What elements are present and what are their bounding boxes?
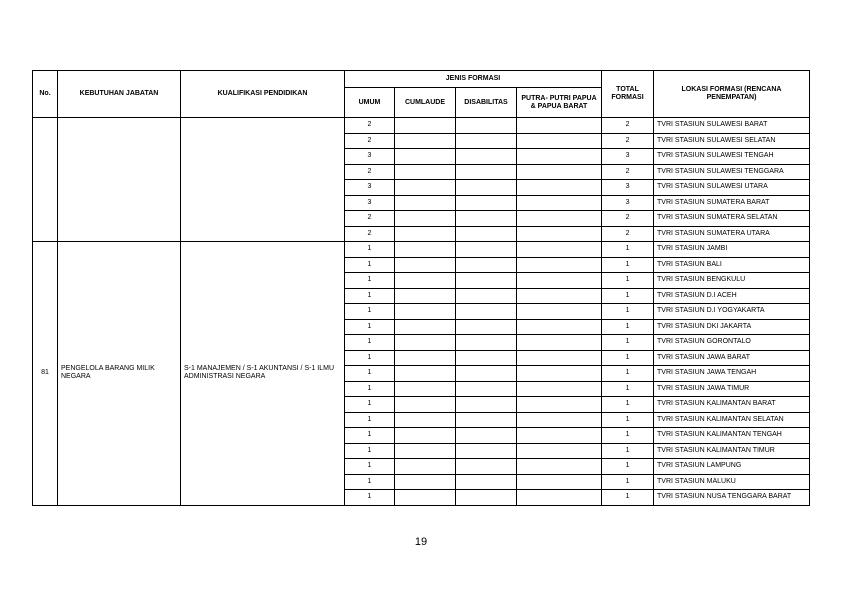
cell-disabilitas xyxy=(456,428,517,444)
cell-putra-putri xyxy=(517,350,602,366)
cell-disabilitas xyxy=(456,149,517,165)
cell-total-formasi: 1 xyxy=(602,350,654,366)
cell-lokasi-formasi: TVRI STASIUN BALI xyxy=(654,257,810,273)
cell-cumlaude xyxy=(395,180,456,196)
cell-putra-putri xyxy=(517,211,602,227)
cell-total-formasi: 2 xyxy=(602,133,654,149)
cell-disabilitas xyxy=(456,195,517,211)
cell-cumlaude xyxy=(395,118,456,134)
cell-umum: 1 xyxy=(345,428,395,444)
cell-putra-putri xyxy=(517,273,602,289)
cell-cumlaude xyxy=(395,288,456,304)
cell-lokasi-formasi: TVRI STASIUN SULAWESI UTARA xyxy=(654,180,810,196)
header-kebutuhan-jabatan: KEBUTUHAN JABATAN xyxy=(58,71,181,118)
cell-lokasi-formasi: TVRI STASIUN SULAWESI TENGGARA xyxy=(654,164,810,180)
cell-lokasi-formasi: TVRI STASIUN SUMATERA SELATAN xyxy=(654,211,810,227)
cell-umum: 1 xyxy=(345,412,395,428)
cell-putra-putri xyxy=(517,149,602,165)
row-kebutuhan-jabatan: PENGELOLA BARANG MILIK NEGARA xyxy=(58,242,181,506)
header-total-formasi: TOTAL FORMASI xyxy=(602,71,654,118)
cell-disabilitas xyxy=(456,490,517,506)
cell-cumlaude xyxy=(395,195,456,211)
cell-cumlaude xyxy=(395,350,456,366)
cell-lokasi-formasi: TVRI STASIUN SULAWESI SELATAN xyxy=(654,133,810,149)
cell-putra-putri xyxy=(517,180,602,196)
header-lokasi-formasi: LOKASI FORMASI (RENCANA PENEMPATAN) xyxy=(654,71,810,118)
cell-putra-putri xyxy=(517,366,602,382)
cell-total-formasi: 3 xyxy=(602,149,654,165)
cell-disabilitas xyxy=(456,381,517,397)
header-no: No. xyxy=(33,71,58,118)
cell-putra-putri xyxy=(517,443,602,459)
cell-umum: 2 xyxy=(345,118,395,134)
cell-putra-putri xyxy=(517,242,602,258)
cell-lokasi-formasi: TVRI STASIUN LAMPUNG xyxy=(654,459,810,475)
cell-total-formasi: 1 xyxy=(602,304,654,320)
cell-disabilitas xyxy=(456,459,517,475)
cell-umum: 1 xyxy=(345,257,395,273)
cell-lokasi-formasi: TVRI STASIUN JAWA TENGAH xyxy=(654,366,810,382)
cell-total-formasi: 1 xyxy=(602,474,654,490)
table-row xyxy=(33,118,810,134)
table-row xyxy=(33,242,810,258)
cell-disabilitas xyxy=(456,335,517,351)
cell-disabilitas xyxy=(456,366,517,382)
cell-umum: 2 xyxy=(345,133,395,149)
cell-umum: 1 xyxy=(345,304,395,320)
cell-putra-putri xyxy=(517,428,602,444)
cell-cumlaude xyxy=(395,335,456,351)
cell-total-formasi: 1 xyxy=(602,257,654,273)
cell-umum: 1 xyxy=(345,474,395,490)
cell-disabilitas xyxy=(456,242,517,258)
header-jenis-formasi: JENIS FORMASI xyxy=(345,71,602,88)
cell-umum: 1 xyxy=(345,273,395,289)
formasi-table xyxy=(32,70,810,506)
cell-umum: 1 xyxy=(345,242,395,258)
cell-umum: 3 xyxy=(345,180,395,196)
cell-umum: 2 xyxy=(345,226,395,242)
cell-umum: 3 xyxy=(345,195,395,211)
cell-disabilitas xyxy=(456,257,517,273)
cell-lokasi-formasi: TVRI STASIUN SULAWESI BARAT xyxy=(654,118,810,134)
cell-disabilitas xyxy=(456,164,517,180)
cell-umum: 1 xyxy=(345,335,395,351)
cell-cumlaude xyxy=(395,459,456,475)
cell-disabilitas xyxy=(456,412,517,428)
cell-lokasi-formasi: TVRI STASIUN KALIMANTAN BARAT xyxy=(654,397,810,413)
row-kualifikasi-pendidikan: S-1 MANAJEMEN / S-1 AKUNTANSI / S-1 ILMU ADMINISTRASI NEGARA xyxy=(181,242,345,506)
cell-cumlaude xyxy=(395,381,456,397)
cell-disabilitas xyxy=(456,443,517,459)
cell-umum: 2 xyxy=(345,164,395,180)
cell-putra-putri xyxy=(517,335,602,351)
cell-disabilitas xyxy=(456,273,517,289)
cell-putra-putri xyxy=(517,474,602,490)
cell-umum: 1 xyxy=(345,366,395,382)
cell-putra-putri xyxy=(517,397,602,413)
cell-cumlaude xyxy=(395,133,456,149)
cell-cumlaude xyxy=(395,257,456,273)
row-kebutuhan-jabatan xyxy=(58,118,181,242)
cell-umum: 1 xyxy=(345,319,395,335)
cell-lokasi-formasi: TVRI STASIUN KALIMANTAN SELATAN xyxy=(654,412,810,428)
cell-cumlaude xyxy=(395,164,456,180)
cell-cumlaude xyxy=(395,242,456,258)
cell-cumlaude xyxy=(395,211,456,227)
cell-putra-putri xyxy=(517,164,602,180)
cell-disabilitas xyxy=(456,180,517,196)
cell-lokasi-formasi: TVRI STASIUN GORONTALO xyxy=(654,335,810,351)
cell-total-formasi: 1 xyxy=(602,381,654,397)
row-no: 81 xyxy=(33,242,58,506)
cell-cumlaude xyxy=(395,149,456,165)
cell-umum: 1 xyxy=(345,397,395,413)
cell-total-formasi: 3 xyxy=(602,195,654,211)
cell-disabilitas xyxy=(456,226,517,242)
cell-lokasi-formasi: TVRI STASIUN NUSA TENGGARA BARAT xyxy=(654,490,810,506)
cell-total-formasi: 1 xyxy=(602,397,654,413)
cell-lokasi-formasi: TVRI STASIUN SULAWESI TENGAH xyxy=(654,149,810,165)
cell-lokasi-formasi: TVRI STASIUN SUMATERA UTARA xyxy=(654,226,810,242)
cell-total-formasi: 2 xyxy=(602,226,654,242)
cell-cumlaude xyxy=(395,428,456,444)
cell-total-formasi: 1 xyxy=(602,443,654,459)
cell-disabilitas xyxy=(456,474,517,490)
cell-cumlaude xyxy=(395,319,456,335)
cell-disabilitas xyxy=(456,288,517,304)
cell-disabilitas xyxy=(456,350,517,366)
table-body xyxy=(33,118,810,506)
cell-cumlaude xyxy=(395,443,456,459)
cell-cumlaude xyxy=(395,273,456,289)
cell-disabilitas xyxy=(456,319,517,335)
cell-putra-putri xyxy=(517,304,602,320)
cell-cumlaude xyxy=(395,304,456,320)
cell-umum: 1 xyxy=(345,288,395,304)
cell-cumlaude xyxy=(395,412,456,428)
cell-putra-putri xyxy=(517,490,602,506)
header-disabilitas: DISABILITAS xyxy=(456,88,517,118)
cell-umum: 1 xyxy=(345,490,395,506)
cell-total-formasi: 1 xyxy=(602,288,654,304)
cell-disabilitas xyxy=(456,118,517,134)
cell-lokasi-formasi: TVRI STASIUN JAWA BARAT xyxy=(654,350,810,366)
cell-putra-putri xyxy=(517,288,602,304)
cell-total-formasi: 1 xyxy=(602,428,654,444)
cell-putra-putri xyxy=(517,133,602,149)
cell-total-formasi: 1 xyxy=(602,459,654,475)
cell-cumlaude xyxy=(395,226,456,242)
cell-putra-putri xyxy=(517,195,602,211)
cell-lokasi-formasi: TVRI STASIUN BENGKULU xyxy=(654,273,810,289)
cell-putra-putri xyxy=(517,226,602,242)
cell-umum: 1 xyxy=(345,443,395,459)
cell-total-formasi: 1 xyxy=(602,273,654,289)
cell-umum: 1 xyxy=(345,459,395,475)
cell-total-formasi: 2 xyxy=(602,118,654,134)
cell-total-formasi: 1 xyxy=(602,366,654,382)
cell-disabilitas xyxy=(456,211,517,227)
cell-lokasi-formasi: TVRI STASIUN DKI JAKARTA xyxy=(654,319,810,335)
cell-cumlaude xyxy=(395,366,456,382)
cell-lokasi-formasi: TVRI STASIUN JAWA TIMUR xyxy=(654,381,810,397)
cell-umum: 1 xyxy=(345,350,395,366)
cell-lokasi-formasi: TVRI STASIUN KALIMANTAN TENGAH xyxy=(654,428,810,444)
cell-putra-putri xyxy=(517,319,602,335)
cell-lokasi-formasi: TVRI STASIUN D.I ACEH xyxy=(654,288,810,304)
cell-lokasi-formasi: TVRI STASIUN SUMATERA BARAT xyxy=(654,195,810,211)
cell-cumlaude xyxy=(395,490,456,506)
cell-cumlaude xyxy=(395,397,456,413)
cell-disabilitas xyxy=(456,397,517,413)
cell-putra-putri xyxy=(517,459,602,475)
cell-putra-putri xyxy=(517,257,602,273)
page-number: 19 xyxy=(414,536,428,548)
cell-putra-putri xyxy=(517,381,602,397)
row-kualifikasi-pendidikan xyxy=(181,118,345,242)
cell-total-formasi: 1 xyxy=(602,335,654,351)
header-cumlaude: CUMLAUDE xyxy=(395,88,456,118)
cell-disabilitas xyxy=(456,304,517,320)
cell-total-formasi: 1 xyxy=(602,242,654,258)
cell-total-formasi: 2 xyxy=(602,211,654,227)
cell-total-formasi: 1 xyxy=(602,490,654,506)
cell-lokasi-formasi: TVRI STASIUN MALUKU xyxy=(654,474,810,490)
cell-umum: 1 xyxy=(345,381,395,397)
cell-disabilitas xyxy=(456,133,517,149)
header-kualifikasi-pendidikan: KUALIFIKASI PENDIDIKAN xyxy=(181,71,345,118)
cell-total-formasi: 1 xyxy=(602,319,654,335)
header-umum: UMUM xyxy=(345,88,395,118)
cell-cumlaude xyxy=(395,474,456,490)
cell-lokasi-formasi: TVRI STASIUN D.I YOGYAKARTA xyxy=(654,304,810,320)
cell-putra-putri xyxy=(517,412,602,428)
cell-total-formasi: 2 xyxy=(602,164,654,180)
cell-total-formasi: 3 xyxy=(602,180,654,196)
header-putra-putri: PUTRA- PUTRI PAPUA & PAPUA BARAT xyxy=(517,88,602,118)
cell-lokasi-formasi: TVRI STASIUN KALIMANTAN TIMUR xyxy=(654,443,810,459)
cell-umum: 2 xyxy=(345,211,395,227)
cell-total-formasi: 1 xyxy=(602,412,654,428)
cell-putra-putri xyxy=(517,118,602,134)
cell-umum: 3 xyxy=(345,149,395,165)
cell-lokasi-formasi: TVRI STASIUN JAMBI xyxy=(654,242,810,258)
row-no xyxy=(33,118,58,242)
